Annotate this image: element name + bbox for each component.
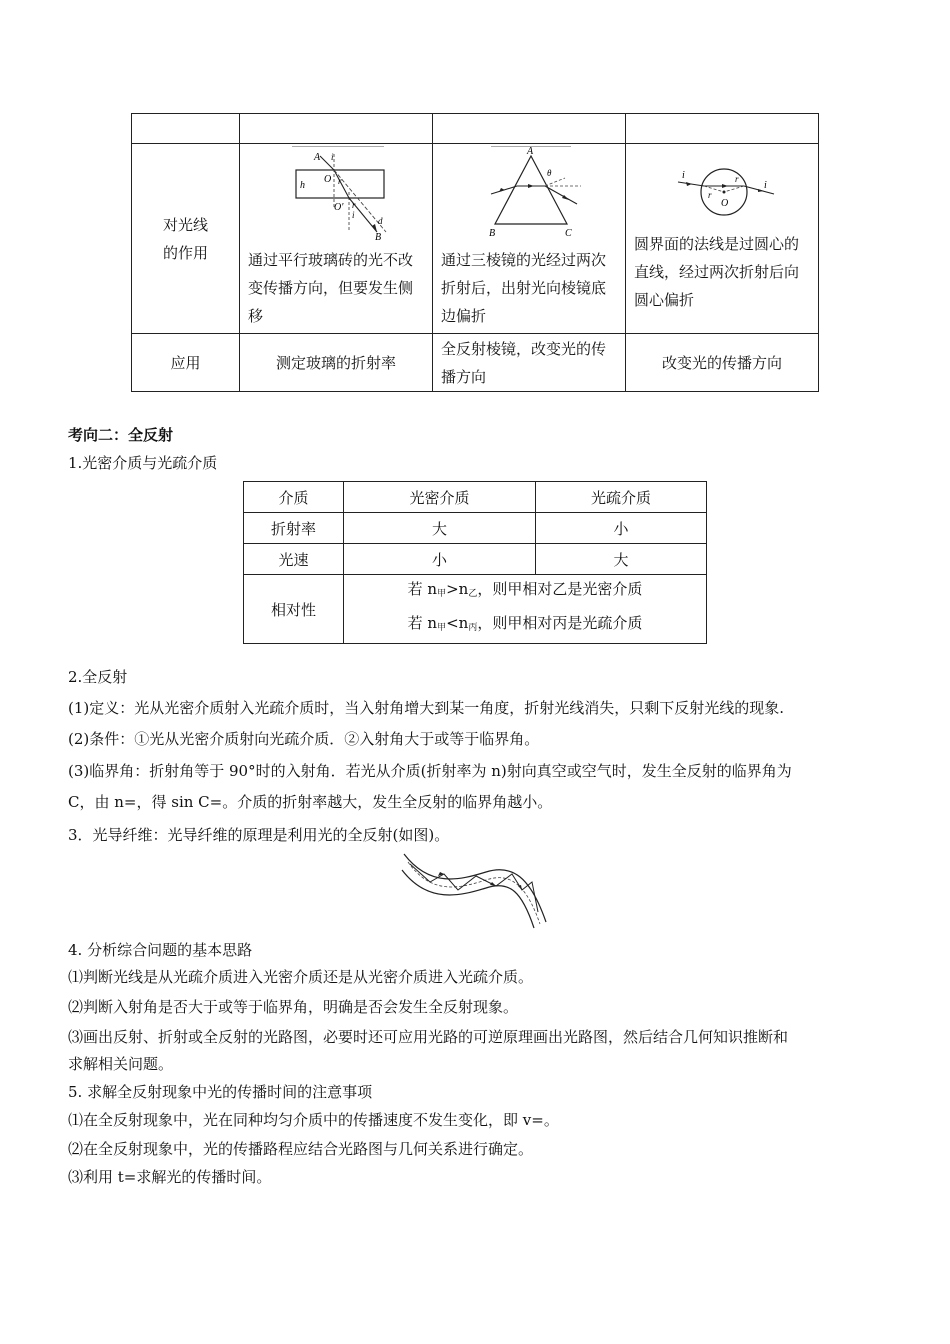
row-label: 折射率 xyxy=(244,513,344,544)
label-A: A xyxy=(527,146,534,157)
sphere-text: 圆界面的法线是过圆心的直线，经过两次折射后向圆心偏折 xyxy=(634,235,800,309)
label-A: A xyxy=(314,152,321,163)
relativity-line-2: 若 $n_甲<n_丙$，则甲相对丙是光疏介质 xyxy=(407,614,643,633)
item4-3b: 求解相关问题。 xyxy=(68,1055,174,1073)
sphere-figure xyxy=(634,158,810,228)
item5-1: ⑴在全反射现象中，光在同种均匀介质中的传播速度不发生变化，即 v=。 xyxy=(68,1111,559,1129)
label-r2: r xyxy=(352,200,356,210)
cell-glass-slab xyxy=(240,144,433,334)
table-row xyxy=(244,513,707,544)
media-table xyxy=(243,481,707,644)
item4-title: 4. 分析综合问题的基本思路 xyxy=(68,941,253,959)
label-i: i xyxy=(682,170,685,181)
item4-2: ⑵判断入射角是否大于或等于临界角，明确是否会发生全反射现象。 xyxy=(68,998,519,1016)
section-title: 考向二：全反射 xyxy=(68,426,174,444)
row-label-effect: 对光线 的作用 xyxy=(132,144,240,334)
app-slab: 测定玻璃的折射率 xyxy=(240,334,433,392)
header-sparse: 光疏介质 xyxy=(536,482,707,513)
label-r2: r xyxy=(735,174,739,184)
label-d: d xyxy=(378,216,383,226)
prism-figure xyxy=(441,146,617,242)
app-sphere: 改变光的传播方向 xyxy=(626,334,819,392)
label-C: C xyxy=(565,228,572,239)
condition: (2)条件：①光从光密介质射向光疏介质．②入射角大于或等于临界角。 xyxy=(68,730,540,748)
sparse-value: 小 xyxy=(536,513,707,544)
header-medium: 介质 xyxy=(244,482,344,513)
glass-slab-figure xyxy=(248,146,424,242)
table-row xyxy=(244,544,707,575)
glass-slab-text: 通过平行玻璃砖的光不改变传播方向，但要发生侧移 xyxy=(248,251,414,325)
app-prism: 全反射棱镜，改变光的传播方向 xyxy=(433,334,626,392)
definition: (1)定义：光从光密介质射入光疏介质时，当入射角增大到某一角度，折射光线消失，只剩下反射光线的现象. xyxy=(68,699,785,717)
cell-sphere xyxy=(626,144,819,334)
label-theta: θ xyxy=(547,168,552,178)
label-B: B xyxy=(489,228,496,239)
item4-1: ⑴判断光线是从光疏介质进入光密介质还是从光密介质进入光疏介质。 xyxy=(68,968,534,986)
empty-header-cell xyxy=(132,114,240,144)
label-B: B xyxy=(375,232,382,242)
critical-angle-line1: (3)临界角：折射角等于 90°时的入射角．若光从介质(折射率为 n)射向真空或空气时，发生全反射的临界角为 xyxy=(68,762,792,780)
relativity-cell xyxy=(344,575,707,644)
item1-title: 1.光密介质与光疏介质 xyxy=(68,454,218,472)
row-label: 光速 xyxy=(244,544,344,575)
prism-text: 通过三棱镜的光经过两次折射后，出射光向棱镜底边偏折 xyxy=(441,251,607,325)
optical-fiber: 3．光导纤维：光导纤维的原理是利用光的全反射(如图)。 xyxy=(68,826,450,844)
sparse-value: 大 xyxy=(536,544,707,575)
label-i2: i xyxy=(352,210,355,220)
label-r: r xyxy=(708,190,712,200)
empty-header-cell xyxy=(626,114,819,144)
item5-title: 5. 求解全反射现象中光的传播时间的注意事项 xyxy=(68,1083,373,1101)
row-label-application: 应用 xyxy=(132,334,240,392)
label-i2: i xyxy=(764,180,767,191)
item5-3: ⑶利用 t=求解光的传播时间。 xyxy=(68,1168,272,1186)
critical-angle-line2: C，由 n=，得 sin C=。介质的折射率越大，发生全反射的临界角越小。 xyxy=(68,793,553,811)
label-O: O xyxy=(721,198,729,209)
label-i: i xyxy=(331,152,334,162)
label-O: O xyxy=(324,174,332,185)
item2-title: 2.全反射 xyxy=(68,668,128,686)
row-label-relativity: 相对性 xyxy=(244,575,344,644)
empty-header-cell xyxy=(240,114,433,144)
cell-prism xyxy=(433,144,626,334)
dense-value: 大 xyxy=(344,513,536,544)
label-r: r xyxy=(338,176,342,186)
optical-fiber-figure xyxy=(400,852,550,930)
header-dense: 光密介质 xyxy=(344,482,536,513)
label-O-prime: O' xyxy=(334,202,344,213)
relativity-line-1: 若 $n_甲>n_乙$，则甲相对乙是光密介质 xyxy=(407,580,643,599)
item5-2: ⑵在全反射现象中，光的传播路程应结合光路图与几何关系进行确定。 xyxy=(68,1140,534,1158)
label-h: h xyxy=(300,180,305,191)
dense-value: 小 xyxy=(344,544,536,575)
optics-table xyxy=(131,113,819,392)
item4-3a: ⑶画出反射、折射或全反射的光路图，必要时还可应用光路的可逆原理画出光路图，然后结合几何知识推断和 xyxy=(68,1028,789,1046)
empty-header-cell xyxy=(433,114,626,144)
